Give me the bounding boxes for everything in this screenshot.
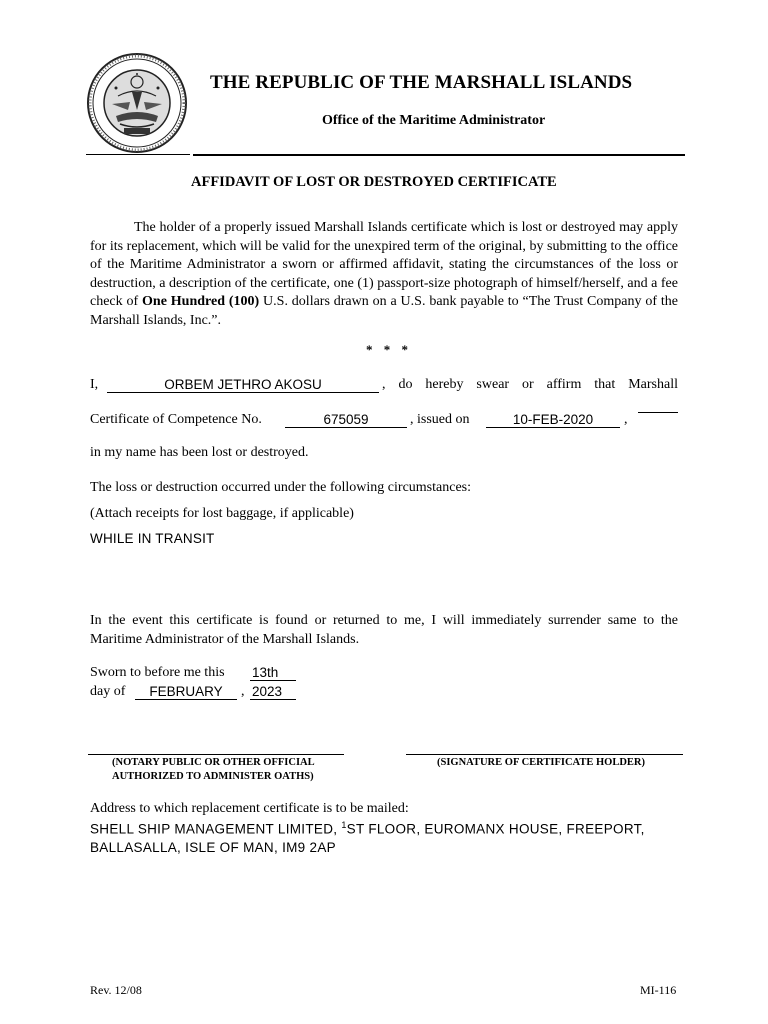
day-of-label: day of (90, 684, 126, 699)
address-line-2[interactable]: BALLASALLA, ISLE OF MAN, IM9 2AP (90, 840, 336, 855)
declaration-prefix: I, (90, 377, 99, 392)
swear-text: , do hereby swear or affirm that Marshall (382, 377, 678, 392)
notary-label-line2: AUTHORIZED TO ADMINISTER OATHS) (112, 771, 314, 782)
address-line-1-start: SHELL SHIP MANAGEMENT LIMITED, (90, 821, 342, 837)
holder-signature-line[interactable] (406, 754, 683, 755)
address-line-1-end: ST FLOOR, EUROMANX HOUSE, FREEPORT, (346, 821, 645, 837)
seal-icon (86, 52, 188, 154)
page-title: THE REPUBLIC OF THE MARSHALL ISLANDS (210, 72, 633, 93)
declarant-name-field[interactable]: ORBEM JETHRO AKOSU (107, 377, 379, 393)
circumstances-label: The loss or destruction occurred under the following circumstances: (90, 480, 471, 495)
sworn-label: Sworn to before me this (90, 665, 225, 680)
circumstances-note: (Attach receipts for lost baggage, if applicable) (90, 506, 354, 521)
certificate-label: Certificate of Competence No. (90, 412, 262, 427)
notary-signature-line[interactable] (88, 754, 344, 755)
form-number: MI-116 (640, 983, 677, 997)
sworn-day-field[interactable]: 13th (250, 665, 296, 681)
sworn-comma: , (241, 684, 245, 699)
issued-label: , issued on (410, 412, 470, 427)
notary-label-line1: (NOTARY PUBLIC OR OTHER OFFICIAL (112, 757, 315, 768)
sworn-year-field[interactable]: 2023 (250, 684, 296, 700)
office-subtitle: Office of the Maritime Administrator (322, 113, 546, 128)
circumstances-value[interactable]: WHILE IN TRANSIT (90, 531, 215, 546)
holder-signature-label: (SIGNATURE OF CERTIFICATE HOLDER) (437, 757, 646, 768)
fee-amount: One Hundred (100) (142, 294, 260, 310)
surrender-paragraph: In the event this certificate is found or returned to me, I will immediately surrender same to the Maritime Administrator of the Marshall Islands. (90, 613, 678, 647)
header-divider-short (86, 154, 190, 155)
marshall-islands-seal (86, 52, 188, 154)
extra-field[interactable] (638, 412, 678, 413)
address-label: Address to which replacement certificate is to be mailed: (90, 801, 409, 816)
issued-comma: , (624, 412, 628, 427)
intro-paragraph (90, 219, 678, 331)
revision-label: Rev. 12/08 (90, 983, 142, 997)
document-title: AFFIDAVIT OF LOST OR DESTROYED CERTIFICATE (191, 174, 557, 190)
intro-text: The holder of a properly issued Marshall Islands certificate which is lost or destroyed may apply for its replacement, which will be valid for the unexpired term of the original, by submitting to the office of the Maritime Administrator a sworn or affirmed affidavit, stating the circumstances of the loss or destruction, a description of the certificate, one (1) passport-size photograph of himself/herself, and a fee check of (90, 220, 678, 310)
address-floor-superscript: 1 (341, 820, 347, 830)
certificate-number-field[interactable]: 675059 (285, 412, 407, 428)
sworn-month-field[interactable]: FEBRUARY (135, 684, 237, 700)
lost-statement: in my name has been lost or destroyed. (90, 445, 309, 460)
header-divider (193, 154, 685, 156)
section-separator: * * * (366, 342, 412, 357)
address-line-1[interactable] (90, 820, 680, 837)
issued-date-field[interactable]: 10-FEB-2020 (486, 412, 620, 428)
intro-text-end: U.S. dollars drawn on a U.S. bank payable to “The Trust Company of the Marshall Islands, Inc.”. (90, 294, 678, 328)
